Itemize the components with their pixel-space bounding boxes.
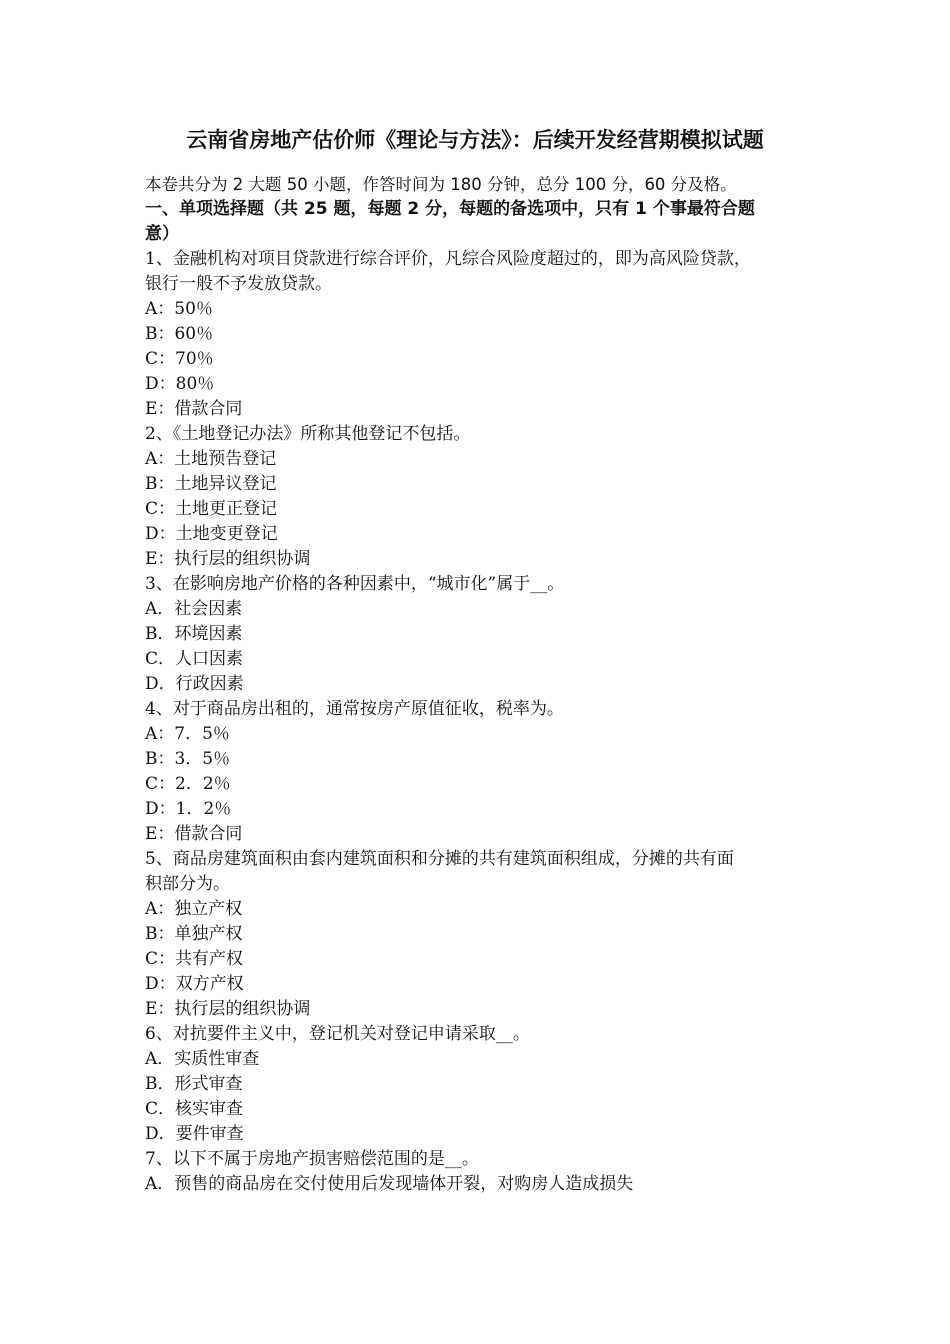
answer-option: B．环境因素 [145, 624, 243, 644]
section-heading-line-2: 意） [145, 224, 179, 244]
question-4 [145, 697, 810, 847]
question-6 [145, 1022, 810, 1147]
answer-option: C：土地更正登记 [145, 499, 278, 519]
answer-option: C．人口因素 [145, 649, 244, 669]
answer-option: B．形式审查 [145, 1074, 243, 1094]
answer-option: B：3．5％ [145, 749, 231, 769]
section-heading [145, 197, 810, 247]
answer-option: A．预售的商品房在交付使用后发现墙体开裂，对购房人造成损失 [145, 1174, 634, 1194]
document-body [145, 172, 810, 1197]
answer-option: C：共有产权 [145, 949, 244, 969]
answer-option: A：50％ [145, 299, 213, 319]
question-stem: 银行一般不予发放贷款。 [145, 274, 332, 294]
answer-option: D：土地变更登记 [145, 524, 278, 544]
question-stem: 5、商品房建筑面积由套内建筑面积和分摊的共有建筑面积组成，分摊的共有面 [145, 849, 734, 869]
answer-option: D：1．2％ [145, 799, 232, 819]
exam-intro: 本卷共分为 2 大题 50 小题，作答时间为 180 分钟，总分 100 分，60 分及格。 [145, 175, 737, 194]
answer-option: E：借款合同 [145, 824, 243, 844]
question-2 [145, 422, 810, 572]
answer-option: C：70％ [145, 349, 214, 369]
answer-option: A：土地预告登记 [145, 449, 277, 469]
question-stem: 3、在影响房地产价格的各种因素中，“城市化”属于__。 [145, 574, 565, 594]
answer-option: A．社会因素 [145, 599, 243, 619]
question-stem: 4、对于商品房出租的，通常按房产原值征收，税率为。 [145, 699, 564, 719]
question-5 [145, 847, 810, 1022]
section-heading-line-1: 一、单项选择题（共 25 题，每题 2 分，每题的备选项中，只有 1 个事最符合题 [145, 199, 755, 219]
question-stem: 积部分为。 [145, 874, 230, 894]
answer-option: A：独立产权 [145, 899, 243, 919]
page-title: 云南省房地产估价师《理论与方法》：后续开发经营期模拟试题 [186, 128, 764, 152]
answer-option: C．核实审查 [145, 1099, 244, 1119]
question-3 [145, 572, 810, 697]
answer-option: B：单独产权 [145, 924, 243, 944]
answer-option: B：土地异议登记 [145, 474, 277, 494]
question-stem: 2、《土地登记办法》所称其他登记不包括。 [145, 424, 471, 444]
question-1 [145, 247, 810, 422]
answer-option: A：7．5％ [145, 724, 230, 744]
answer-option: D．要件审查 [145, 1124, 244, 1144]
question-stem: 6、对抗要件主义中，登记机关对登记申请采取__。 [145, 1024, 530, 1044]
question-7 [145, 1147, 810, 1197]
answer-option: A．实质性审查 [145, 1049, 260, 1069]
answer-option: D：80％ [145, 374, 215, 394]
answer-option: D：双方产权 [145, 974, 244, 994]
answer-option: B：60％ [145, 324, 214, 344]
answer-option: D．行政因素 [145, 674, 244, 694]
question-stem: 7、以下不属于房地产损害赔偿范围的是__。 [145, 1149, 479, 1169]
answer-option: E：执行层的组织协调 [145, 549, 311, 569]
answer-option: C：2．2％ [145, 774, 231, 794]
answer-option: E：执行层的组织协调 [145, 999, 311, 1019]
question-stem: 1、金融机构对项目贷款进行综合评价，凡综合风险度超过的，即为高风险贷款， [145, 249, 751, 269]
answer-option: E：借款合同 [145, 399, 243, 419]
